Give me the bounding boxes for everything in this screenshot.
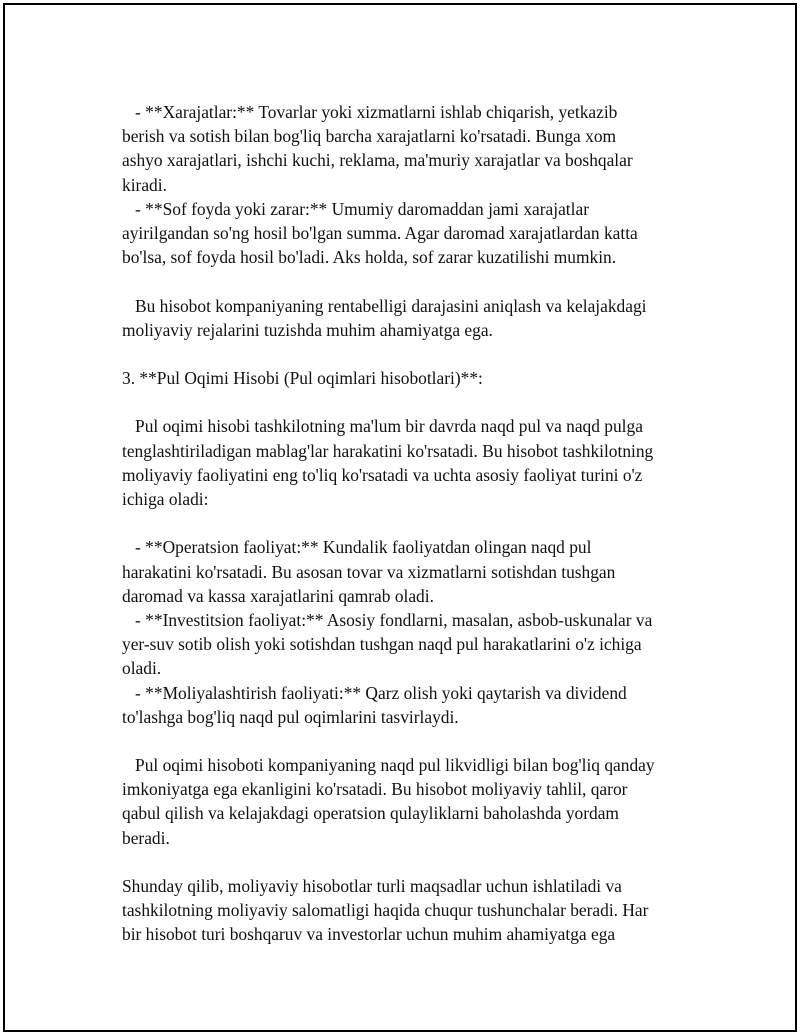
text-line: - **Xarajatlar:** Tovarlar yoki xizmatlarni ishlab chiqarish, yetkazib bbox=[122, 102, 618, 122]
text-line: - **Investitsion faoliyat:** Asosiy fondlarni, masalan, asbob-uskunalar va bbox=[122, 609, 653, 630]
text-line: Shunday qilib, moliyaviy hisobotlar turli maqsadlar uchun ishlatiladi va bbox=[122, 876, 622, 896]
text-line: harakatini ko'rsatadi. Bu asosan tovar va xizmatlarni sotishdan tushgan bbox=[122, 561, 616, 582]
text-line: kiradi. bbox=[122, 174, 167, 195]
text-line: - **Moliyalashtirish faoliyati:** Qarz olish yoki qaytarish va dividend bbox=[122, 682, 627, 703]
document-text-body bbox=[122, 100, 702, 947]
blank-line bbox=[122, 342, 702, 366]
text-line: Pul oqimi hisobi tashkilotning ma'lum bir davrda naqd pul va naqd pulga bbox=[122, 416, 643, 437]
blank-line bbox=[122, 390, 702, 414]
blank-line bbox=[122, 269, 702, 293]
text-line: tashkilotning moliyaviy salomatligi haqida chuqur tushunchalar beradi. Har bbox=[122, 900, 649, 921]
blank-line bbox=[122, 850, 702, 874]
blank-line bbox=[122, 729, 702, 753]
text-line: moliyaviy rejalarini tuzishda muhim ahamiyatga ega. bbox=[122, 319, 493, 340]
text-line: imkoniyatga ega ekanligini ko'rsatadi. Bu hisobot moliyaviy tahlil, qaror bbox=[122, 779, 628, 800]
text-line: - **Sof foyda yoki zarar:** Umumiy daromaddan jami xarajatlar bbox=[122, 198, 589, 219]
text-line: bir hisobot turi boshqaruv va investorlar uchun muhim ahamiyatga ega bbox=[122, 924, 616, 945]
text-line: ayirilgandan so'ng hosil bo'lgan summa. Agar daromad xarajatlardan katta bbox=[122, 222, 638, 243]
text-line: bo'lsa, sof foyda hosil bo'ladi. Aks holda, sof zarar kuzatilishi mumkin. bbox=[122, 247, 617, 268]
page-border-frame bbox=[3, 3, 797, 1032]
text-line: yer-suv sotib olish yoki sotishdan tushgan naqd pul harakatlarini o'z ichiga bbox=[122, 634, 642, 655]
text-line: oladi. bbox=[122, 658, 162, 679]
blank-line bbox=[122, 511, 702, 535]
text-line: ichiga oladi: bbox=[122, 489, 209, 509]
text-line: berish va sotish bilan bog'liq barcha xarajatlarni ko'rsatadi. Bunga xom bbox=[122, 126, 617, 147]
text-line: to'lashga bog'liq naqd pul oqimlarini tasvirlaydi. bbox=[122, 706, 459, 727]
text-line: - **Operatsion faoliyat:** Kundalik faoliyatdan olingan naqd pul bbox=[122, 537, 592, 558]
text-line: Pul oqimi hisoboti kompaniyaning naqd pul likvidligi bilan bog'liq qanday bbox=[122, 755, 655, 776]
section-heading: 3. **Pul Oqimi Hisobi (Pul oqimlari hisobotlari)**: bbox=[122, 368, 483, 389]
text-line: Bu hisobot kompaniyaning rentabelligi darajasini aniqlash va kelajakdagi bbox=[122, 295, 647, 316]
text-line: daromad va kassa xarajatlarini qamrab oladi. bbox=[122, 585, 434, 606]
text-line: ashyo xarajatlari, ishchi kuchi, reklama, ma'muriy xarajatlar va boshqalar bbox=[122, 150, 633, 171]
text-line: qabul qilish va kelajakdagi operatsion qulayliklarni baholashda yordam bbox=[122, 803, 619, 824]
text-line: beradi. bbox=[122, 827, 170, 848]
text-line: tenglashtiriladigan mablag'lar harakatini ko'rsatadi. Bu hisobot tashkilotning bbox=[122, 440, 654, 461]
text-line: moliyaviy faoliyatini eng to'liq ko'rsatadi va uchta asosiy faoliyat turini o'z bbox=[122, 464, 643, 485]
